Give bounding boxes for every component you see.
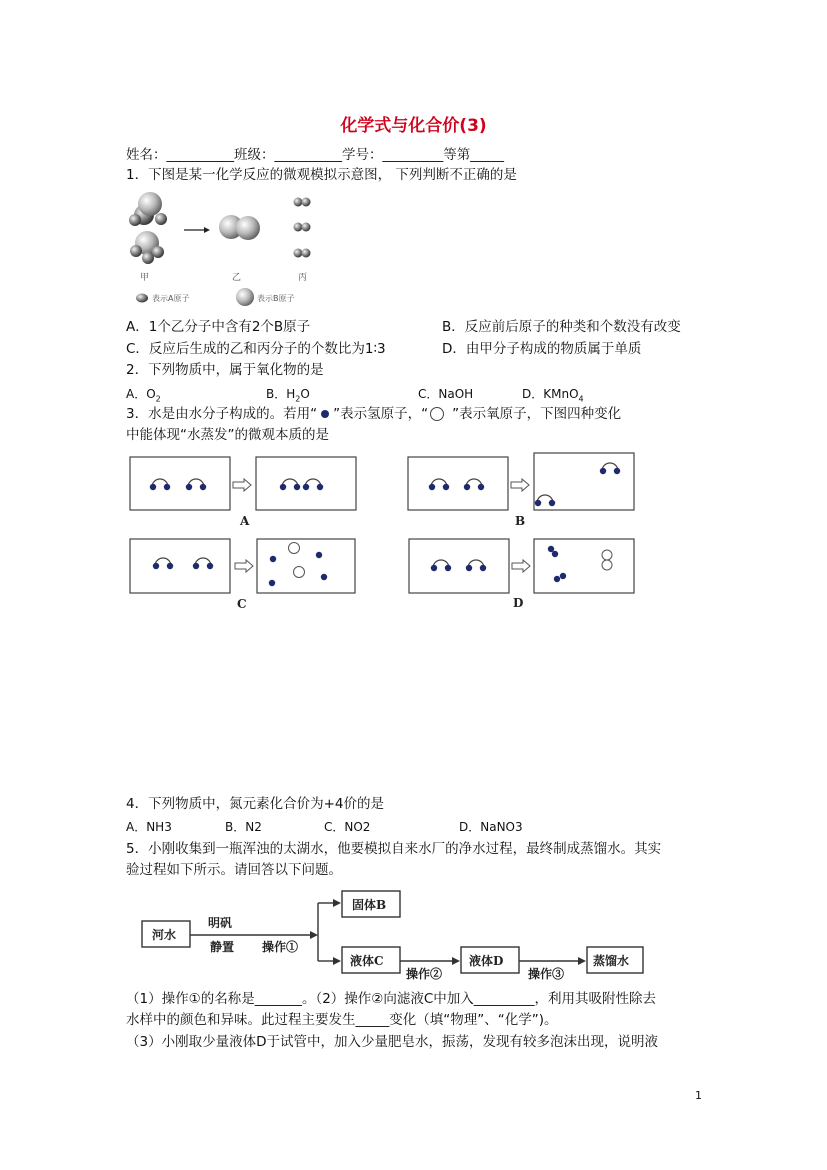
q3-option-a-figure [130, 457, 356, 528]
q1-option-a: A．1个乙分子中含有2个B原子 [126, 319, 311, 335]
flow-liquid-d: 液体D [469, 954, 504, 968]
q1-molecule-jia-2 [130, 231, 164, 264]
q3-option-c-figure [130, 539, 355, 611]
q3-line1-mid: ”表示氢原子，“ [333, 406, 429, 422]
q1-legend-b-icon [236, 288, 254, 306]
q3-line2: 中能体现“水蒸发”的微观本质的是 [126, 427, 329, 443]
q3-line1-pre: 3．水是由水分子构成的。若用“ [126, 406, 318, 422]
q1-option-c: C．反应后生成的乙和丙分子的个数比为1∶3 [126, 341, 386, 357]
q2-option-a-text: A．O [126, 387, 156, 401]
q5-flow-diagram [130, 885, 650, 980]
q4-option-b: B．N2 [225, 820, 262, 834]
q4-option-a: A．NH3 [126, 820, 172, 834]
q3-option-b-figure [408, 453, 634, 528]
q2-option-b-sub: 2 [295, 394, 301, 404]
q2-option-a-sub: 2 [155, 394, 161, 404]
q3-option-d-figure [409, 539, 634, 610]
flow-liquid-c: 液体C [350, 954, 384, 968]
q1-option-d: D．由甲分子构成的物质属于单质 [442, 341, 642, 357]
q1-stem: 1．下图是某一化学反应的微观模拟示意图， 下列判断不正确的是 [126, 167, 517, 183]
flow-solid-b: 固体B [352, 898, 387, 912]
q2-option-b-text: B．H [266, 387, 296, 401]
q1-reaction-figure [126, 190, 326, 310]
page-title: 化学式与化合价(3) [340, 116, 487, 136]
q2-option-d-text: D．KMnO [522, 387, 579, 401]
q1-label-bing: 丙 [298, 273, 308, 283]
flow-distilled: 蒸馏水 [593, 954, 630, 968]
q1-label-jia: 甲 [140, 273, 150, 283]
q3-label-d: D [513, 596, 524, 610]
hydrogen-atom-icon [321, 410, 329, 418]
q1-legend-a: 表示A原子 [152, 294, 190, 303]
q5-sub1-line1: （1）操作①的名称是_______。（2）操作②向滤液C中加入_________，利用其吸附性除去 [126, 991, 657, 1007]
q1-reaction-arrow [184, 227, 210, 233]
flow-op2: 操作② [406, 967, 443, 981]
q5-line2: 验过程如下所示。请回答以下问题。 [126, 862, 342, 878]
q3-label-c: C [237, 597, 247, 611]
flow-op3: 操作③ [528, 967, 565, 981]
flow-still: 静置 [210, 940, 235, 954]
q1-molecule-jia-1 [129, 192, 167, 226]
q2-option-d-sub: 4 [578, 394, 584, 404]
q2-option-c: C．NaOH [418, 387, 474, 401]
page-number: 1 [695, 1089, 702, 1102]
flow-op1: 操作① [262, 940, 299, 954]
q5-sub3-line1: （3）小刚取少量液体D于试管中，加入少量肥皂水，振荡，发现有较多泡沫出现，说明液 [126, 1034, 658, 1050]
q3-label-b: B [515, 514, 526, 528]
q1-label-yi: 乙 [232, 273, 242, 283]
q1-option-b: B．反应前后原子的种类和个数没有改变 [442, 319, 681, 335]
q1-molecule-yi [219, 215, 260, 240]
q3-line1-post: ”表示氧原子，下图四种变化 [452, 406, 622, 422]
q3-line1 [126, 405, 621, 423]
flow-alum: 明矾 [208, 916, 233, 930]
q3-label-a: A [240, 514, 250, 528]
q1-molecules-bing [294, 198, 311, 258]
q2-option-b-tail: O [300, 387, 310, 401]
q1-legend-a-icon [136, 294, 148, 303]
q5-sub1-line2: 水样中的颜色和异味。此过程主要发生_____变化（填“物理”、“化学”)。 [126, 1012, 558, 1028]
q4-stem: 4．下列物质中，氮元素化合价为+4价的是 [126, 796, 384, 812]
oxygen-atom-icon [430, 407, 444, 421]
q2-stem: 2．下列物质中，属于氧化物的是 [126, 362, 324, 378]
q4-option-c: C．NO2 [324, 820, 371, 834]
flow-river: 河水 [152, 928, 177, 942]
q5-line1: 5．小刚收集到一瓶浑浊的太湖水，他要模拟自来水厂的净水过程，最终制成蒸馏水。其实 [126, 841, 662, 857]
student-info-line: 姓名：__________班级：__________学号：_________等第_____ [126, 147, 504, 163]
q1-legend-b: 表示B原子 [257, 294, 295, 303]
q3-figure [128, 455, 638, 615]
q4-option-d: D．NaNO3 [459, 820, 523, 834]
